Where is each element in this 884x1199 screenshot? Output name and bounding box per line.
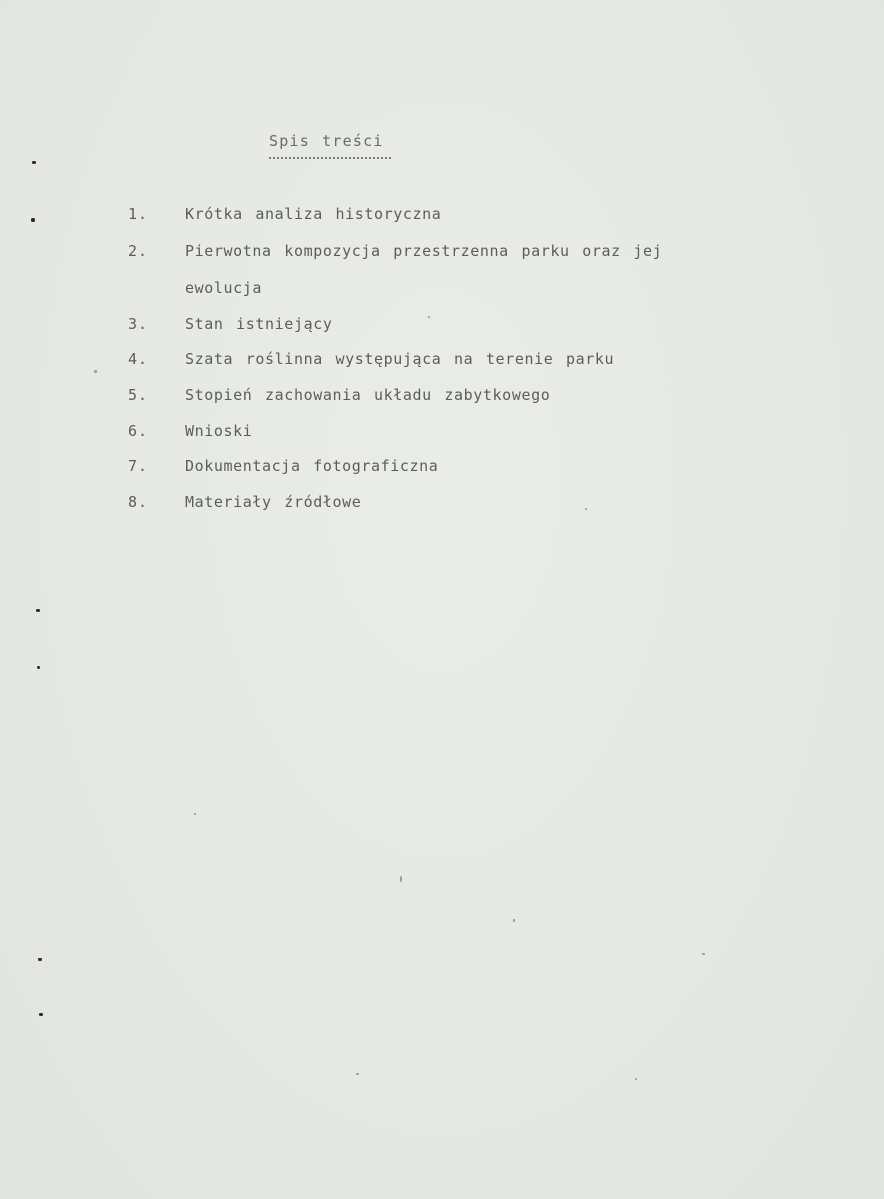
scan-speck (400, 876, 402, 882)
toc-item-text: Dokumentacja fotograficzna (185, 457, 439, 475)
scan-speck (36, 609, 40, 612)
toc-item-number: 7. (128, 457, 149, 475)
scan-speck (194, 813, 196, 815)
scan-speck (635, 1078, 637, 1080)
toc-item-number: 6. (128, 422, 149, 440)
scan-speck (32, 161, 36, 164)
scan-speck (94, 370, 97, 373)
scan-speck (31, 218, 35, 222)
toc-item-number: 4. (128, 350, 149, 368)
toc-item-text: Krótka analiza historyczna (185, 205, 442, 223)
toc-item-number: 1. (128, 205, 149, 223)
toc-item-number: 5. (128, 386, 149, 404)
toc-item-text: Stopień zachowania układu zabytkowego (185, 386, 551, 404)
scan-speck (356, 1073, 359, 1075)
toc-item-text-continuation: ewolucja (185, 279, 263, 297)
toc-item-number: 8. (128, 493, 149, 511)
toc-item-text: Wnioski (185, 422, 253, 440)
toc-item-text: Stan istniejący (185, 315, 333, 333)
scan-speck (513, 919, 515, 922)
toc-item-number: 2. (128, 242, 149, 260)
title-underline (269, 157, 391, 159)
scan-speck (38, 958, 42, 961)
scan-speck (585, 508, 587, 510)
scan-speck (39, 1013, 43, 1016)
page-title: Spis treści (269, 132, 384, 150)
toc-item-text: Materiały źródłowe (185, 493, 362, 511)
toc-item-number: 3. (128, 315, 149, 333)
scan-speck (37, 666, 40, 669)
toc-item-text: Szata roślinna występująca na terenie parku (185, 350, 615, 368)
scan-speck (428, 316, 430, 318)
toc-item-text: Pierwotna kompozycja przestrzenna parku oraz jej (185, 242, 663, 260)
scan-speck (702, 953, 705, 955)
